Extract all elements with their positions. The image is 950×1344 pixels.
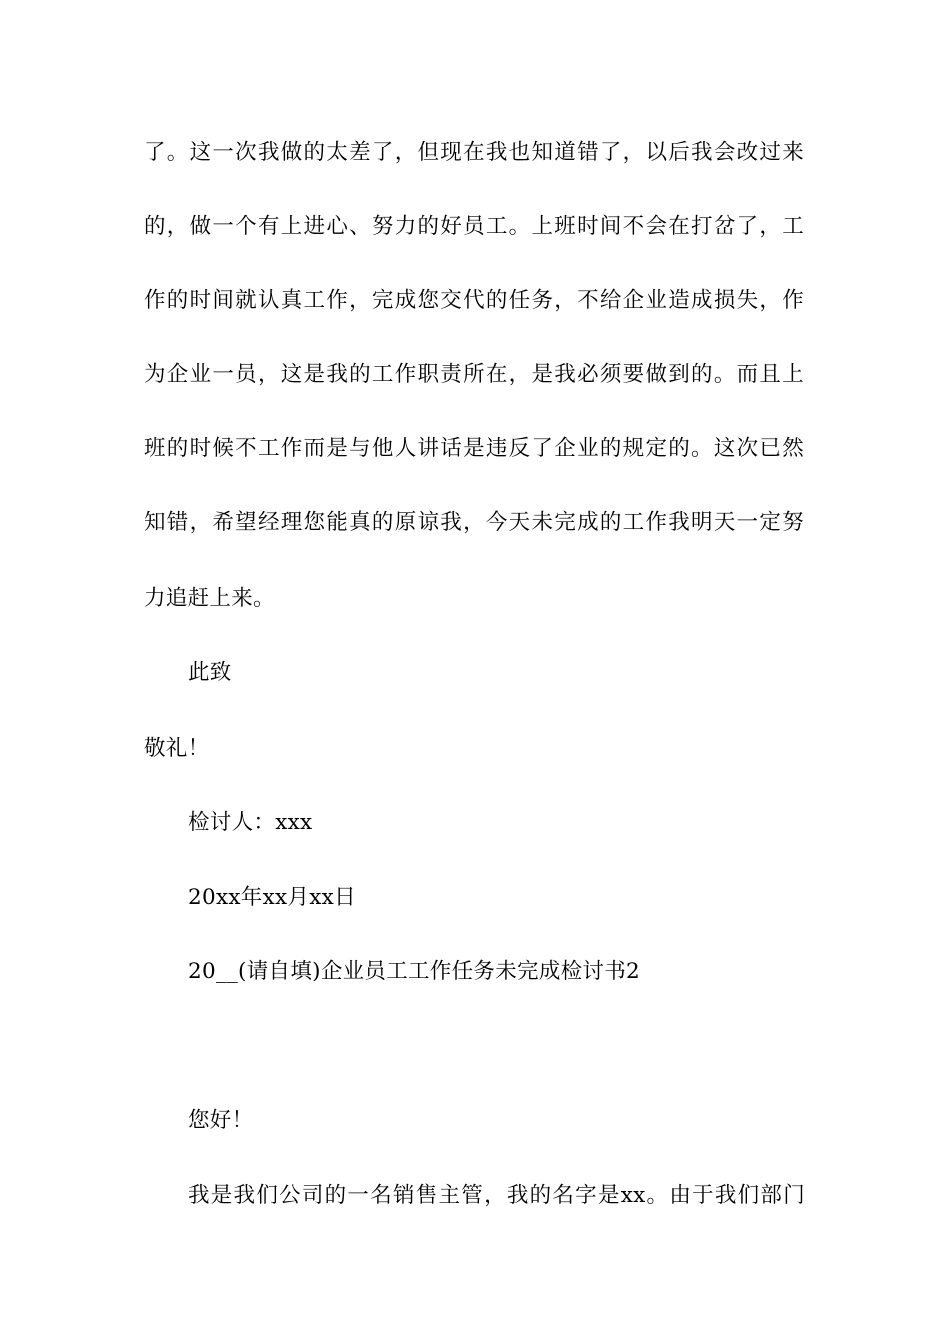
- paragraph-line-1: 了。这一次我做的太差了，但现在我也知道错了，以后我会改过来: [144, 140, 804, 165]
- section-title: 20__(请自填)企业员工工作任务未完成检讨书2: [188, 959, 641, 984]
- closing-salutation: 此致: [188, 660, 232, 685]
- greeting: 您好！: [188, 1108, 254, 1133]
- paragraph-line-7: 力追赶上来。: [144, 586, 275, 611]
- paragraph-line-4: 为企业一员，这是我的工作职责所在，是我必须要做到的。而且上: [144, 362, 804, 387]
- paragraph-line-6: 知错，希望经理您能真的原谅我，今天未完成的工作我明天一定努: [144, 510, 804, 535]
- date: 20xx年xx月xx日: [188, 885, 356, 910]
- next-paragraph-line: 我是我们公司的一名销售主管，我的名字是xx。由于我们部门: [188, 1183, 805, 1208]
- paragraph-line-2: 的，做一个有上进心、努力的好员工。上班时间不会在打岔了，工: [144, 214, 804, 239]
- signer: 检讨人：xxx: [188, 810, 313, 835]
- paragraph-line-3: 作的时间就认真工作，完成您交代的任务，不给企业造成损失，作: [144, 288, 804, 313]
- paragraph-line-5: 班的时候不工作而是与他人讲话是违反了企业的规定的。这次已然: [144, 436, 804, 461]
- closing-respect: 敬礼！: [144, 736, 210, 761]
